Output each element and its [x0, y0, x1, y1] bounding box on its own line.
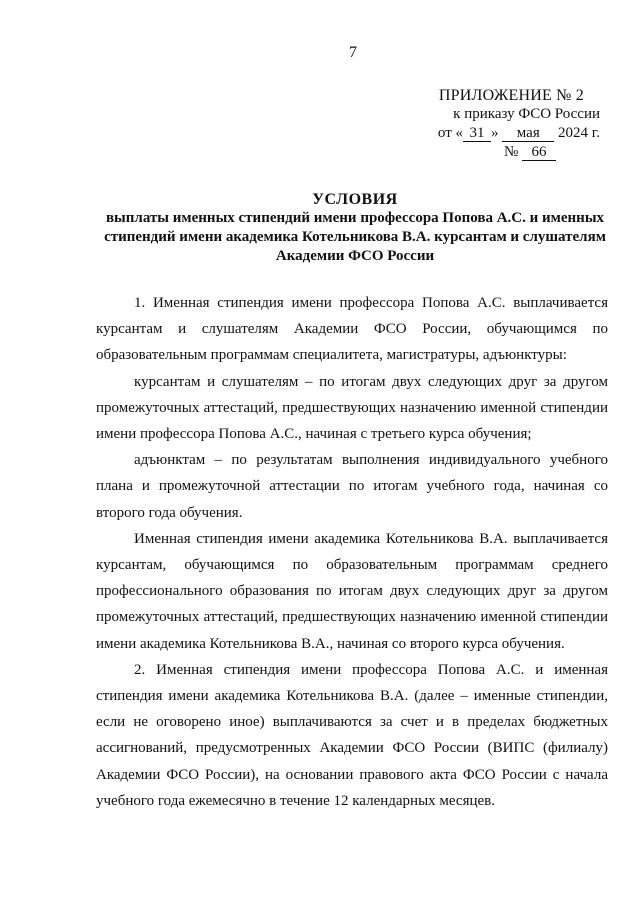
heading-subtitle-line-2: стипендий имени академика Котельникова В.А. курсантам и слушателям [104, 229, 606, 245]
date-prefix: от « [437, 125, 464, 141]
appendix-title: ПРИЛОЖЕНИЕ № 2 [438, 87, 584, 104]
appendix-order-line: к приказу ФСО России [453, 106, 600, 122]
date-mid: » [491, 125, 499, 141]
appendix-block [420, 86, 600, 162]
paragraph-5: 2. Именная стипендия имени профессора Попова А.С. и именная стипендия имени академика Котельникова В.А. (далее – именные стипендии, если не оговорено иное) выплачиваются за счет и в пределах бюджетных ассигнований, предусмотренных Академии ФСО России (ВИПС (филиалу) Академии ФСО России), на основании правового акта ФСО России с начала учебного года ежемесячно в течение 12 календарных месяцев. [96, 661, 608, 809]
date-month: мая [502, 126, 554, 142]
paragraph-3: адъюнктам – по результатам выполнения индивидуального учебного плана и промежуточной аттестации по итогам учебного года, начиная со второго года обучения. [96, 452, 608, 521]
appendix-date-line [420, 124, 600, 143]
heading-title: УСЛОВИЯ [312, 191, 398, 208]
document-heading [90, 190, 620, 266]
heading-subtitle-line-1: выплаты именных стипендий имени профессора Попова А.С. и именных [105, 210, 605, 226]
appendix-number-line [420, 143, 600, 162]
date-year: 2024 г. [558, 125, 600, 141]
document-body [96, 290, 608, 814]
heading-subtitle-line-3: Академии ФСО России [275, 248, 435, 264]
paragraph-1: 1. Именная стипендия имени профессора Попова А.С. выплачивается курсантам и слушателям Академии ФСО России, обучающимся по образовательным программам специалитета, магистратуры, адъюнктуры: [96, 295, 608, 364]
page-number: 7 [349, 44, 357, 61]
number-prefix: № [503, 144, 519, 160]
order-number: 66 [522, 145, 556, 161]
paragraph-2: курсантам и слушателям – по итогам двух следующих друг за другом промежуточных аттестаций, предшествующих назначению именной стипендии имени профессора Попова А.С., начиная с третьего курса обучения; [96, 373, 608, 443]
date-day: 31 [463, 126, 491, 142]
paragraph-4: Именная стипендия имени академика Котельникова В.А. выплачивается курсантам, обучающимся по образовательным программам среднего профессионального образования по итогам двух следующих друг за другом промежуточных аттестаций, предшествующих назначению именной стипендии имени академика Котельникова В.А., начиная со второго курса обучения. [96, 530, 608, 652]
